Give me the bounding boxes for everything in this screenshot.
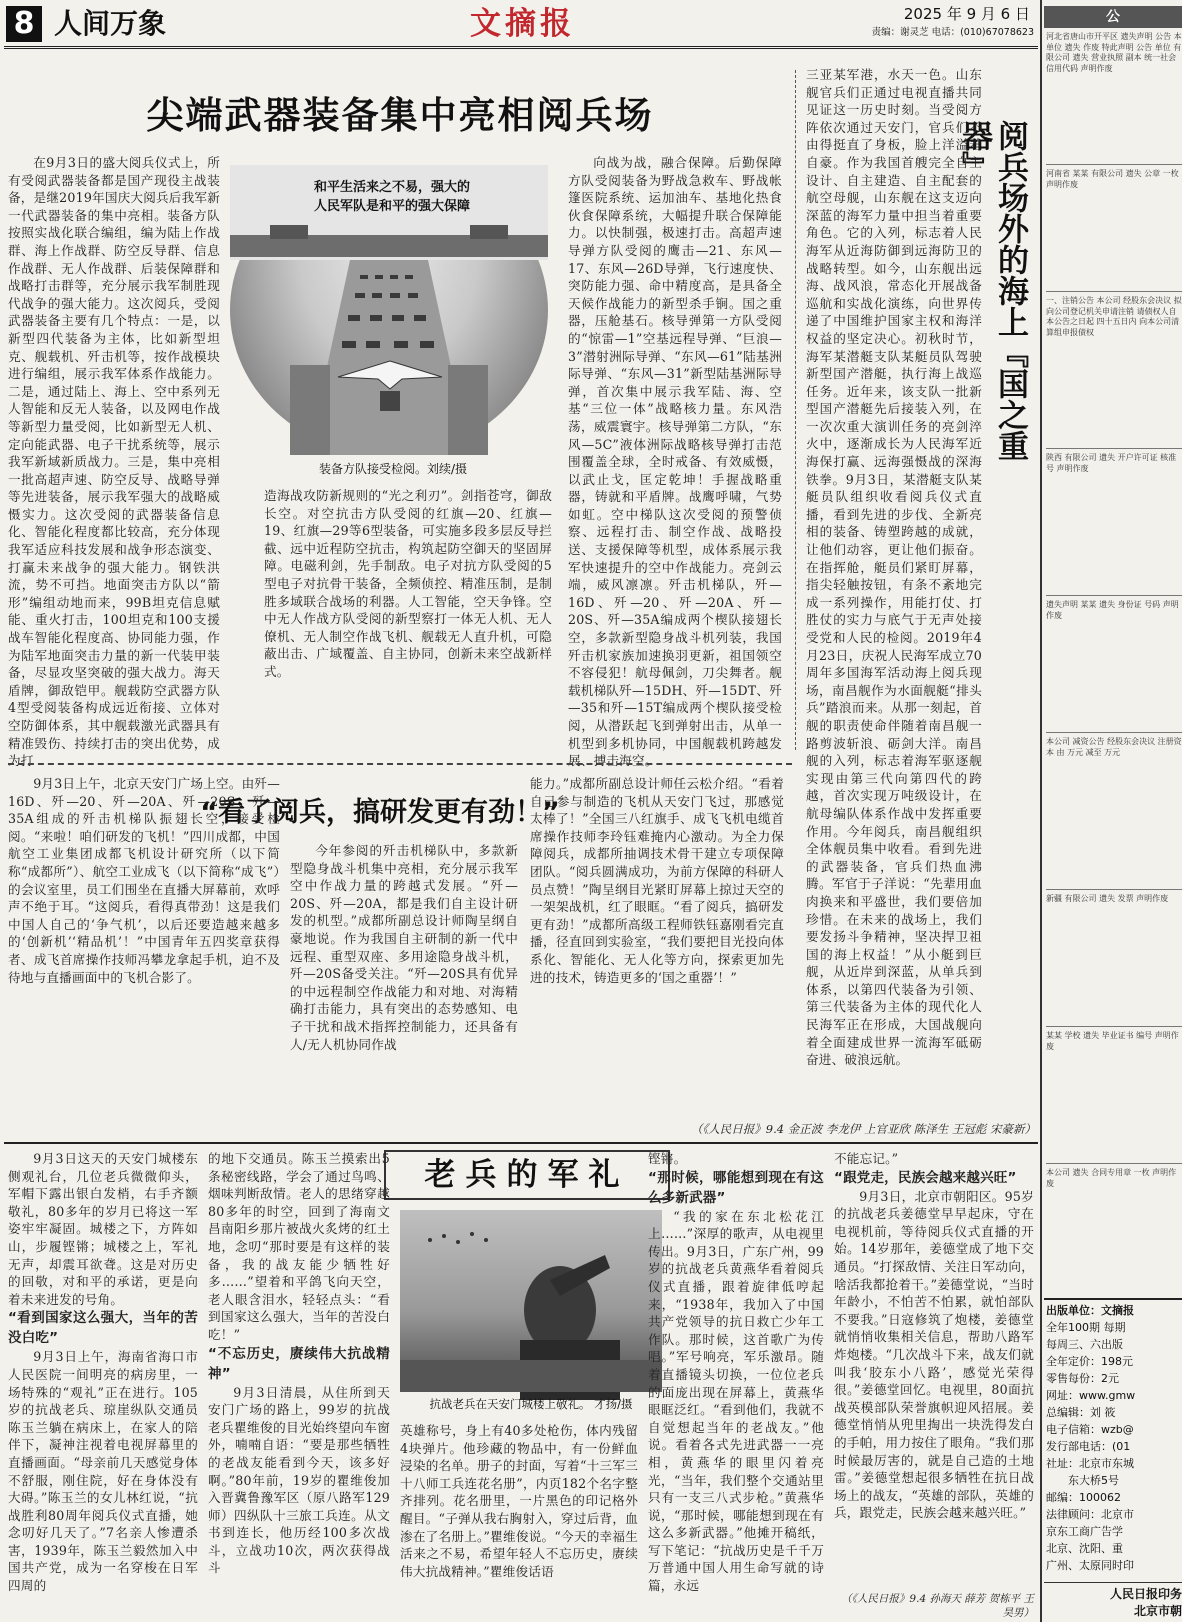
article4-col5 [834, 1150, 1034, 1590]
photo-quote: 和平生活来之不易，强大的人民军队是和平的强大保障 [313, 180, 470, 214]
sidebar-block: 遗失声明 某某 遗失 身份证 号码 声明作废 [1046, 600, 1182, 733]
editor-contact: 责编：谢灵芝 电话：(010)67078623 [871, 27, 1034, 38]
sidebar-block: 河南省 某某 有限公司 遗失 公章 一枚 声明作废 [1046, 169, 1182, 292]
article4-subhead2: “不忘历史，赓续伟大抗战精神” [208, 1345, 390, 1382]
article4-col3a-text: 英雄称号，身上有40多处枪伤，体内残留4块弹片。他珍藏的物品中，有一份鲜血浸染的名单。册子的封面，写着“十三军三十八师工兵连花名册”，内页182个名字整齐排列。花名册里，一片黑色的印记格外醒目。“子弹从我右胸射入，穿过后背，血渗在了名册上。”瞿维俊说。“今天的幸福生活来之不易，希望年轻人不忘历史，赓续伟大抗战精神。”瞿维俊话语 [400, 1423, 638, 1579]
veteran-photo [400, 1210, 662, 1392]
sidebar-block: 河北省唐山市开平区 遗失声明 公告 本单位 遗失 作废 特此声明 公告 单位 有限公司 遗失 营业执照 副本 统一社会信用代码 声明作废 [1046, 32, 1182, 165]
article3-col1-text: 9月3日上午，北京天安门广场上空。由歼—16D、歼—20、歼—20A、歼—20S、歼—35A组成的歼击机梯队振翅长空，接受检阅。“来啦！咱们研发的飞机！”四川成都，中国航空工业集团成都飞机设计研究所（以下简称“成都所”）、航空工业成飞（以下简称“成飞”）的会议室里，员工们围坐在直播大屏幕前，欢呼声不绝于耳。“这阅兵，看得真带劲！这是我们中国人自己的‘争气机’，以后还要造越来越多的‘创新机’‘精品机’！”中国青年五四奖章获得者、成飞首席操作技师冯攀龙拿起手机，迫不及待地与直播画面中的飞机合影了。 [8, 776, 280, 985]
sidebar-header: 公 [1044, 6, 1182, 28]
sidebar-block: 本公司 减资公告 经股东会决议 注册资本 由 万元 减至 万元 [1046, 737, 1182, 890]
masthead-rule [4, 46, 1038, 49]
sidebar-divider [1040, 0, 1042, 1622]
sidebar-footer [1046, 1586, 1182, 1620]
article1-divider [795, 70, 796, 750]
article4-subhead4: “跟党走，民族会越来越兴旺” [834, 1169, 1017, 1186]
section-divider-2 [4, 1142, 1038, 1144]
article4-col1b-text: 9月3日上午，海南省海口市人民医院一间明亮的病房里，一场特殊的“观礼”正在进行。105岁的抗战老兵、琼崖纵队交通员陈玉兰躺在病床上，在家人的陪伴下，凝神注视着电视屏幕里的直播画面。“母亲前几天感觉身体不舒服，刚住院，好在身体没有大碍。”陈玉兰的女儿林红说，“抗战胜利80周年阅兵仪式直播，她念叨好几天了。”7名亲人惨遭杀害，1939年，陈玉兰毅然加入中国共产党，成为一名穿梭在日军四周的 [8, 1349, 198, 1594]
sidebar-publication-info [1046, 1302, 1182, 1578]
info-line: 电子信箱：wzb@ [1046, 1423, 1134, 1436]
article1-col1 [8, 154, 220, 769]
article1-col3-text: 向战为战，融合保障。后勤保障方队受阅装备为野战急救车、野战帐篷医院系统、运加油车、基地化热食伙食保障系统，大幅提升联合保障能力。以快制强，极速打击。高超声速导弹方队受阅的鹰击—21、东风—17、东风—26D导弹，飞行速度快、突防能力强、命中精度高，是具备全天候作战能力的新型杀手锏。国之重器，压舱基石。核导弹第一方队受阅的“惊雷—1”空基远程导弹、“巨浪—3”潜射洲际导弹、“东风—61”陆基洲际导弹、“东风—31”新型陆基洲际导弹，首次集中展示我军陆、海、空基“三位一体”战略核力量。东风浩荡，威震寰宇。核导弹第二方队，“东风—5C”液体洲际战略核导弹打击范围覆盖全球，全时戒备、有效威慑，以武止戈，匡定乾坤！手握战略重器，铸就和平盾牌。战鹰呼啸，气势如虹。空中梯队这次受阅的预警侦察、远程打击、制空作战、战略投送、支援保障等机型，成体系展示我军快速提升的空中作战能力。亮剑云端，威风凛凛。歼击机梯队，歼—16D、歼—20、歼—20A、歼—20S、歼—35A编成两个楔队接翅长空，多款新型隐身战斗机列装，我国歼击机家族加速换羽更新，祖国领空不容侵犯！航母佩剑，刀尖舞者。舰载机梯队歼—15DH、歼—15DT、歼—35和歼—15T编成两个楔队接受检阅，从潜跃起飞到弹射出击，从单一机型到多机协同，中国舰载机跨越发展、搏击海空。 [568, 155, 782, 769]
article4-byline: （《人民日报》9.4 孙海天 薛芳 贺栋平 王昊男） [841, 1593, 1034, 1619]
sidebar-block: 本公司 遗失 合同专用章 一枚 声明作废 [1046, 1168, 1177, 1188]
veteran-photo-caption: 抗战老兵在天安门城楼上敬礼。 才扬/摄 [429, 1397, 633, 1411]
article1-col1-text: 在9月3日的盛大阅兵仪式上，所有受阅武器装备都是国产现役主战装备，是继2019年国庆大阅兵后我军新一代武器装备的集中亮相。装备方队按照实战化联合编组，编为陆上作战群、海上作战群、防空反导群、信息作战群、无人作战群、后装保障群和战略打击群等，充分展示我军制胜现代战争的强大能力。这次阅兵，受阅武器装备主要有几个特点：一是，以新型四代装备为主体，比如新型坦克、舰载机、歼击机等，按作战模块进行编组，展示我军体系作战能力。二是，通过陆上、海上、空中系列无人智能和反无人装备，以及网电作战等新型力量受阅，比如新型无人机、定向能武器、电子干扰系统等，展示我军新域新质战力。三是，集中亮相一批高超声速、防空反导、战略导弹等先进装备，展示我军强大的战略威慑实力。这次受阅的武器装备信息化、智能化程度都比较高，充分体现我军适应科技发展和战争形态演变、打赢未来战争的强大能力。钢铁洪流，势不可挡。地面突击方队以“箭形”编组动地而来，99B坦克信息赋能、重火打击，100坦克和100支援战车智能化程度高、协同能力强，作为陆军地面突击力量的新一代装甲装备，尽显攻坚突破的强大战力。海天盾牌，御敌铠甲。舰载防空武器方队4型受阅装备构成远近衔接、立体对空防御体系，其中舰载激光武器具有精准毁伤、持续打击的突出优势，成为打 [8, 155, 220, 769]
info-line: 东大桥5号 [1068, 1474, 1119, 1487]
article4-col3 [400, 1422, 638, 1620]
article4-col4 [648, 1150, 824, 1620]
article4-col5a-text: 不能忘记。” [834, 1151, 899, 1166]
article4-col2b-text: 9月3日清晨，从住所到天安门广场的路上，99岁的抗战老兵瞿维俊的目光始终望向车窗外，喃喃自语：“要是那些牺牲的老战友能看到今天，该多好啊。”80年前，19岁的瞿维俊加入晋冀鲁豫军区（原八路军129师）四纵队十三旅工兵连。从文书到连长，他历经100多次战斗，立战功10次，两次获得战斗 [208, 1384, 390, 1576]
article1-col3 [568, 154, 782, 769]
section-title: 人间万象 [54, 7, 167, 40]
article4-col1a-text: 9月3日这天的天安门城楼东侧观礼台，几位老兵微微仰头，军帽下露出银白发梢，右手齐额敬礼，80多年的岁月已将这一军姿牢牢凝固。城楼之下，方阵如山，步履铿锵；城楼之上，军礼无声，却震耳欲聋。这是对历史的回敬，对和平的承诺，更是向着未来进发的号角。 [8, 1151, 198, 1307]
sidebar-block: 一、注销公告 本公司 经股东会决议 拟向公司登记机关申请注销 请债权人自本公告之日起 四十五日内 向本公司清算组申报债权 [1046, 296, 1182, 449]
info-line: 北京、沈阳、重 [1046, 1542, 1123, 1555]
article4-col5b-text: 9月3日，北京市朝阳区。95岁的抗战老兵姜德堂早早起床，守在电视机前，等待阅兵仪式直播的开始。14岁那年，姜德堂成了地下交通员。“打探敌情、关注日军动向，啥活我都抢着干。”姜德堂说，“当时年龄小，不怕苦不怕累，就怕部队不要我。”日寇修筑了炮楼，姜德堂就悄悄收集相关信息，帮助八路军炸炮楼。“几次战斗下来，战友们就叫我‘胶东小八路’，感觉光荣得很。”姜德堂回忆。电视里，80面抗战英模部队荣誉旗帜迎风招展。姜德堂悄悄从兜里掏出一块洗得发白的手帕，用力按住了眼角。“我们那时候最厉害的，就是自己造的土地雷。”姜德堂想起很多牺牲在抗日战场上的战友，“英雄的部队，英雄的兵，跟党走，民族会越来越兴旺。” [834, 1188, 1034, 1521]
article2-col1 [806, 66, 982, 1068]
article4-col4a-text: 铿锵。 [648, 1151, 687, 1166]
article3-headline: “看了阅兵，搞研发更有劲！” [200, 797, 560, 828]
section-divider-1 [8, 763, 792, 765]
article2-headline: 阅兵场外的海上『国之重器』 [956, 120, 1028, 461]
parade-photo-caption: 装备方队接受检阅。刘续/摄 [318, 462, 468, 476]
article3-col3-text: 能力。”成都所副总设计师任云松介绍。“看着自己参与制造的飞机从天安门飞过，那感觉太棒了！”全国三八红旗手、成飞飞机电缆首席操作技师李玲钰难掩内心激动。为全力保障阅兵，成都所抽调技术骨干建立专项保障团队。“阅兵圆满成功，为前方保障的科研人员点赞！”陶呈纲目光紧盯屏幕上掠过天空的一架架战机，红了眼眶。“看了阅兵，搞研发更有劲！”成都所高级工程师铁钰嘉刚看完直播，径直回到实验室，“我们要把目光投向体系化、智能化、无人化等方向，探索更加先进的技术，铸造更多的‘国之重器’！” [530, 776, 784, 985]
info-line: 社址：北京市东城 [1046, 1457, 1134, 1470]
article4-subhead3: “那时候，哪能想到现在有这么多新武器” [648, 1169, 824, 1206]
article1-headline: 尖端武器装备集中亮相阅兵场 [146, 94, 654, 137]
article4-col2a-text: 的地下交通员。陈玉兰摸索出5条秘密线路，学会了通过鸟鸣、烟味判断敌情。老人的思绪穿越80多年的时空，回到了海南文昌南阳乡那片被战火炙烤的红土地，念叨“那时要是有这样的装备，我的战友能少牺牲好多……”望着和平鸽飞向天空，老人眼含泪水，轻轻点头：“看到国家这么强大，当年的苦没白吃！” [208, 1151, 390, 1342]
info-line: 零售每份：2元 [1046, 1372, 1119, 1385]
info-line: 京东工商广告学 [1046, 1525, 1123, 1538]
article3-col2 [290, 842, 518, 1120]
info-line: 法律顾问：北京市 [1046, 1508, 1134, 1521]
sidebar-block: 陕西 有限公司 遗失 开户许可证 核准号 声明作废 [1046, 453, 1182, 596]
info-line: 广州、太原同时印 [1046, 1559, 1134, 1572]
article4-subhead1: “看到国家这么强大，当年的苦没白吃” [8, 1310, 198, 1347]
article2-col1-text: 三亚某军港，水天一色。山东舰官兵们正通过电视直播共同见证这一历史时刻。当受阅方阵依次通过天安门，官兵们不由得挺直了身板，脸上洋溢着自豪。作为我国首艘完全自主设计、自主建造、自主配套的航空母舰，山东舰在这支迈向深蓝的海军力量中担当着重要角色。它的入列，标志着人民海军从近海防御到远海防卫的战略转型。如今，山东舰出远海、战风浪，常态化开展战备巡航和实战化演练，向世界传递了中国维护国家主权和海洋权益的坚定决心。初秋时节，海军某潜艇支队某艇员队驾驶新型国产潜艇，执行海上战巡任务。近年来，该支队一批新型国产潜艇先后接装入列，在一次次重大演训任务的亮剑淬火中，逐渐成长为人民海军近海保打赢、远海强慑战的深海铁拳。9月3日，某潜艇支队某艇员队组织收看阅兵仪式直播，看到先进的步伐、全新亮相的装备、铸塑跨越的成就，让他们动容，更让他们振奋。在指挥舱，艇员们紧盯屏幕，指尖轻触按钮，有条不紊地完成一系列操作，用能打仗、打胜仗的实力与底气于无声处接受党和人民的检阅。2019年4月23日，庆祝人民海军成立70周年多国海军活动海上阅兵现场，南昌舰作为水面舰艇“排头兵”踏浪而来。从那一刻起，首舰的职责使命伴随着南昌舰一路剪波斩浪、砺剑大洋。南昌舰的入列，标志着海军驱逐舰实现由第三代向第四代的跨越，首次实现万吨级设计，在航母编队体系作战中发挥重要作用。今年阅兵，南昌舰组织全体舰员集中收看。看到先进的武器装备，官兵们热血沸腾。军官于子洋说：“先辈用血肉换来和平盛世，我们要倍加珍惜。在未来的战场上，我们要发扬斗争精神，坚决捍卫祖国的海上权益！”从小艇到巨舰，从近岸到深蓝，从单兵到体系，以第四代装备为引领、第三代装备为主体的现代化人民海军正在形成，大国战舰向着全面建成世界一流海军砥砺奋进、破浪远航。 [806, 67, 982, 1068]
info-line: 邮编：100062 [1046, 1491, 1121, 1504]
article4-col2 [208, 1150, 390, 1620]
info-line: 发行部电话：(01 [1046, 1440, 1131, 1453]
sidebar-info-rule [1044, 1298, 1182, 1300]
info-line: 每周三、六出版 [1046, 1338, 1123, 1351]
sidebar-notices [1046, 32, 1182, 1292]
article3-byline: （《人民日报》9.4 金正波 李龙伊 上官亚欣 陈泽生 王冠彪 宋豪新） [691, 1122, 1036, 1136]
article4-col4b-text: “我的家在东北松花江上……”深厚的歌声，从电视里传出。9月3日，广东广州，99岁的抗战老兵黄燕华看着阅兵仪式直播，跟着旋律低哼起来，“1938年，我加入了中国共产党领导的抗日救亡少年工作队。那时候，这首歌广为传唱。”军号响亮，军乐激昂。随着直播镜头切换，一位位老兵的面庞出现在屏幕上，黄燕华眼眶泛红。“看到他们，我就不自觉想起当年的老战友。”他说。看着各式先进武器一一亮相，黄燕华的眼里闪着亮光，“当年，我们整个交通站里只有一支三八式步枪。”黄燕华说，“那时候，哪能想到现在有这么多新武器。”他摊开稿纸，写下笔记：“抗战历史是千千万万普通中国人用生命写就的诗篇，永远 [648, 1208, 824, 1594]
footer-line: 人民日报印务 [1109, 1587, 1182, 1601]
sidebar-block: 某某 学校 遗失 毕业证书 编号 声明作废 [1046, 1031, 1182, 1164]
info-line: 出版单位：文摘报 [1046, 1304, 1134, 1317]
info-line: 总编辑：刘 筱 [1046, 1406, 1116, 1419]
info-line: 全年100期 每期 [1046, 1321, 1126, 1334]
veteran-photo-art [400, 1210, 662, 1392]
sidebar-footer-rule [1044, 1582, 1182, 1583]
article4-col1 [8, 1150, 198, 1620]
info-line: 网址：www.gmw [1046, 1389, 1136, 1402]
article3-col2-text: 今年参阅的歼击机梯队中，多款新型隐身战斗机集中亮相，充分展示我军空中作战力量的跨越式发展。“歼—20S、歼—20A，都是我们自主设计研发的机型。”成都所副总设计师陶呈纲自豪地说。作为我国自主研制的新一代中远程、重型双座、多用途隐身战斗机，歼—20S备受关注。“歼—20S具有优异的中远程制空作战能力和对地、对海精确打击能力，具有突出的态势感知、电子干扰和战术指挥控制能力，还具备有人/无人机协同作战 [290, 843, 518, 1052]
issue-date: 2025 年 9 月 6 日 [903, 5, 1030, 23]
article3-col1 [8, 775, 280, 1120]
footer-line: 北京市朝 [1133, 1604, 1182, 1618]
article3-col3 [530, 775, 784, 1120]
info-line: 全年定价：198元 [1046, 1355, 1133, 1368]
sidebar-block: 新疆 有限公司 遗失 发票 声明作废 [1046, 894, 1182, 1027]
article4-headline: 老兵的军礼 [384, 1150, 670, 1200]
paper-logo: 文摘报 [470, 6, 575, 42]
article1-col2 [264, 487, 552, 745]
article1-col2-text: 造海战攻防新规则的“光之利刃”。剑指苍穹，御敌长空。对空抗击方队受阅的红旗—20、红旗—19、红旗—29等6型装备，可实施多段多层反导拦截、远中近程防空抗击，构筑起防空御天的坚固屏障。电磁利剑，先手制敌。电子对抗方队受阅的5型电子对抗骨干装备，全频侦控、精准压制，是制胜多域联合战场的利器。人工智能，空天争锋。空中无人作战方队受阅的新型察打一体无人机、无人僚机、无人制空作战飞机、舰载无人直升机，可隐蔽出击、广域覆盖、自主协同，创新未来空战新样式。 [264, 488, 552, 679]
page-number-badge: 8 [6, 6, 42, 42]
